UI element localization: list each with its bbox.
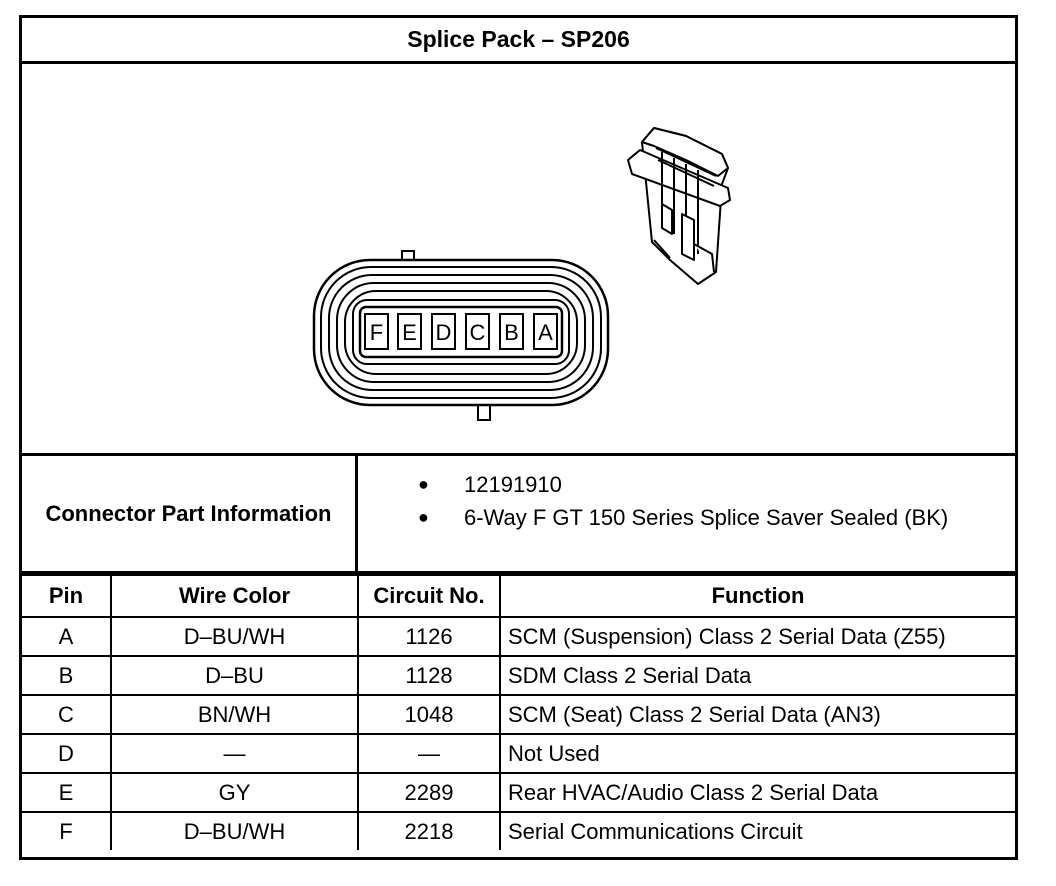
- wire-color-cell: BN/WH: [111, 695, 358, 734]
- list-item: [358, 501, 1015, 534]
- cavity-label: F: [369, 320, 384, 345]
- part-number: 12191910: [464, 472, 562, 497]
- cavity-label: C: [469, 320, 486, 345]
- cavity-label: B: [504, 320, 519, 345]
- circuit-no-cell: 2289: [358, 773, 500, 812]
- table-row: [22, 773, 1015, 812]
- connector-isometric-view: [628, 128, 730, 284]
- splice-pack-sheet: [19, 15, 1018, 860]
- pin-table: [22, 574, 1015, 850]
- table-row: [22, 695, 1015, 734]
- column-header-pin: Pin: [22, 575, 111, 617]
- wire-color-cell: —: [111, 734, 358, 773]
- circuit-no-cell: 1126: [358, 617, 500, 656]
- column-header-wire-color: Wire Color: [111, 575, 358, 617]
- pin-cell: C: [22, 695, 111, 734]
- function-cell: Rear HVAC/Audio Class 2 Serial Data: [500, 773, 1015, 812]
- pin-cell: E: [22, 773, 111, 812]
- bullet-icon: ●: [418, 474, 429, 494]
- table-header-row: [22, 575, 1015, 617]
- table-row: [22, 617, 1015, 656]
- connector-part-information-label: Connector Part Information: [22, 456, 358, 571]
- wire-color-cell: D–BU: [111, 656, 358, 695]
- cavity-label: A: [538, 320, 553, 345]
- circuit-no-cell: 2218: [358, 812, 500, 850]
- connector-part-information: [22, 456, 1015, 574]
- connector-part-information-list: [358, 456, 1015, 583]
- pin-cell: D: [22, 734, 111, 773]
- cavity-label: E: [402, 320, 417, 345]
- circuit-no-cell: —: [358, 734, 500, 773]
- connector-face-view: [314, 251, 608, 420]
- function-cell: SCM (Suspension) Class 2 Serial Data (Z55): [500, 617, 1015, 656]
- list-item: [358, 468, 1015, 501]
- table-row: [22, 734, 1015, 773]
- wire-color-cell: D–BU/WH: [111, 812, 358, 850]
- pin-cell: F: [22, 812, 111, 850]
- connector-drawing: [22, 64, 1015, 453]
- part-description: 6-Way F GT 150 Series Splice Saver Sealed (BK): [464, 505, 949, 530]
- table-row: [22, 812, 1015, 850]
- wire-color-cell: D–BU/WH: [111, 617, 358, 656]
- bullet-icon: ●: [418, 507, 429, 527]
- function-cell: Serial Communications Circuit: [500, 812, 1015, 850]
- table-row: [22, 656, 1015, 695]
- cavity-label: D: [435, 320, 452, 345]
- column-header-function: Function: [500, 575, 1015, 617]
- connector-illustration: [22, 64, 1015, 456]
- circuit-no-cell: 1128: [358, 656, 500, 695]
- wire-color-cell: GY: [111, 773, 358, 812]
- function-cell: SDM Class 2 Serial Data: [500, 656, 1015, 695]
- pin-cell: B: [22, 656, 111, 695]
- circuit-no-cell: 1048: [358, 695, 500, 734]
- function-cell: SCM (Seat) Class 2 Serial Data (AN3): [500, 695, 1015, 734]
- pin-cell: A: [22, 617, 111, 656]
- column-header-circuit-no: Circuit No.: [358, 575, 500, 617]
- page-title: Splice Pack – SP206: [22, 18, 1015, 64]
- function-cell: Not Used: [500, 734, 1015, 773]
